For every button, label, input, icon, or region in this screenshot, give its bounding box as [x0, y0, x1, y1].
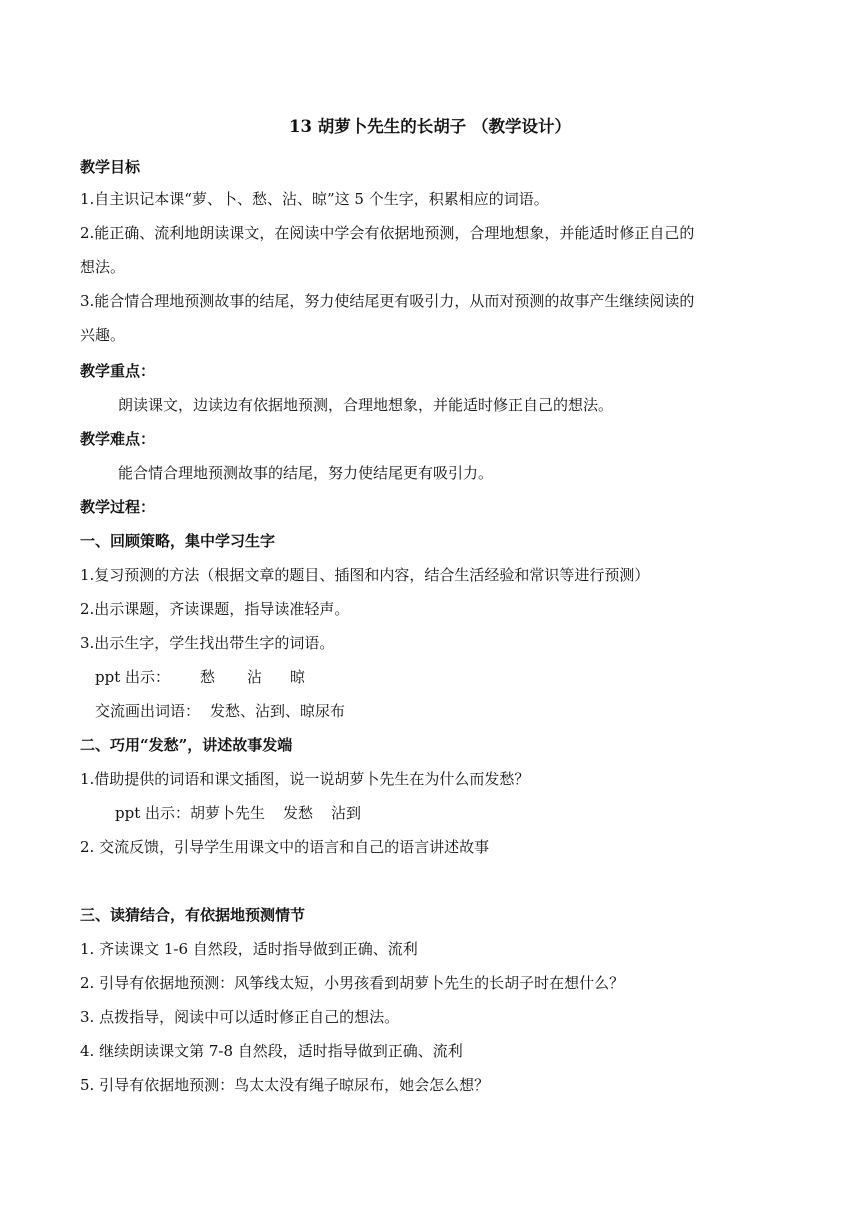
- ppt-char: 晾: [290, 668, 306, 686]
- key-point-text: 朗读课文，边读边有依据地预测，合理地想象，并能适时修正自己的想法。: [118, 396, 614, 414]
- ppt-word: 发愁: [283, 804, 314, 822]
- page-title: 13 胡萝卜先生的长胡子 （教学设计）: [289, 117, 571, 136]
- goals-heading: 教学目标: [80, 158, 141, 176]
- section3-item: 4. 继续朗读课文第 7-8 自然段，适时指导做到正确、流利: [80, 1042, 463, 1060]
- goal-item: 想法。: [80, 258, 126, 276]
- section1-item: 1.复习预测的方法（根据文章的题目、插图和内容，结合生活经验和常识等进行预测）: [80, 566, 650, 584]
- goal-item: 兴趣。: [80, 326, 126, 344]
- section1-heading: 一、回顾策略，集中学习生字: [80, 532, 276, 550]
- process-heading: 教学过程：: [80, 498, 156, 516]
- section1-item: 2.出示课题，齐读课题，指导读准轻声。: [80, 600, 350, 618]
- section3-item: 3. 点拨指导，阅读中可以适时修正自己的想法。: [80, 1008, 400, 1026]
- section1-ppt-line: [95, 666, 805, 688]
- section3-item: 5. 引导有依据地预测：鸟太太没有绳子晾尿布，她会怎么想？: [80, 1076, 490, 1094]
- section1-words-line: [95, 700, 805, 722]
- difficulty-heading: 教学难点：: [80, 430, 156, 448]
- key-point-heading: 教学重点：: [80, 362, 156, 380]
- goal-item: 1.自主识记本课“萝、卜、愁、沾、晾”这 5 个生字，积累相应的词语。: [80, 190, 549, 208]
- goal-item: 2.能正确、流利地朗读课文，在阅读中学会有依据地预测，合理地想象，并能适时修正自己的: [80, 224, 695, 242]
- section1-item: 3.出示生字，学生找出带生字的词语。: [80, 634, 335, 652]
- section2-item: 2. 交流反馈，引导学生用课文中的语言和自己的语言讲述故事: [80, 838, 490, 856]
- ppt-char: 愁: [200, 668, 216, 686]
- words-list: 发愁、沾到、晾尿布: [210, 702, 346, 720]
- ppt-word: 沾到: [331, 804, 362, 822]
- section2-heading: 二、巧用“发愁”，讲述故事发端: [80, 736, 293, 754]
- section3-item: 2. 引导有依据地预测：风筝线太短，小男孩看到胡萝卜先生的长胡子时在想什么？: [80, 974, 625, 992]
- section2-item: 1.借助提供的词语和课文插图，说一说胡萝卜先生在为什么而发愁？: [80, 770, 530, 788]
- ppt-char: 沾: [247, 668, 263, 686]
- section3-heading: 三、读猜结合，有依据地预测情节: [80, 906, 306, 924]
- ppt-word: 胡萝卜先生: [190, 804, 266, 822]
- difficulty-text: 能合情合理地预测故事的结尾，努力使结尾更有吸引力。: [118, 464, 494, 482]
- goal-item: 3.能合情合理地预测故事的结尾，努力使结尾更有吸引力，从而对预测的故事产生继续阅读的: [80, 292, 695, 310]
- section3-item: 1. 齐读课文 1-6 自然段，适时指导做到正确、流利: [80, 940, 418, 958]
- ppt-label: ppt 出示：: [115, 804, 191, 822]
- section2-ppt-line: [115, 802, 825, 824]
- ppt-label: ppt 出示：: [95, 668, 171, 686]
- words-label: 交流画出词语：: [95, 702, 201, 720]
